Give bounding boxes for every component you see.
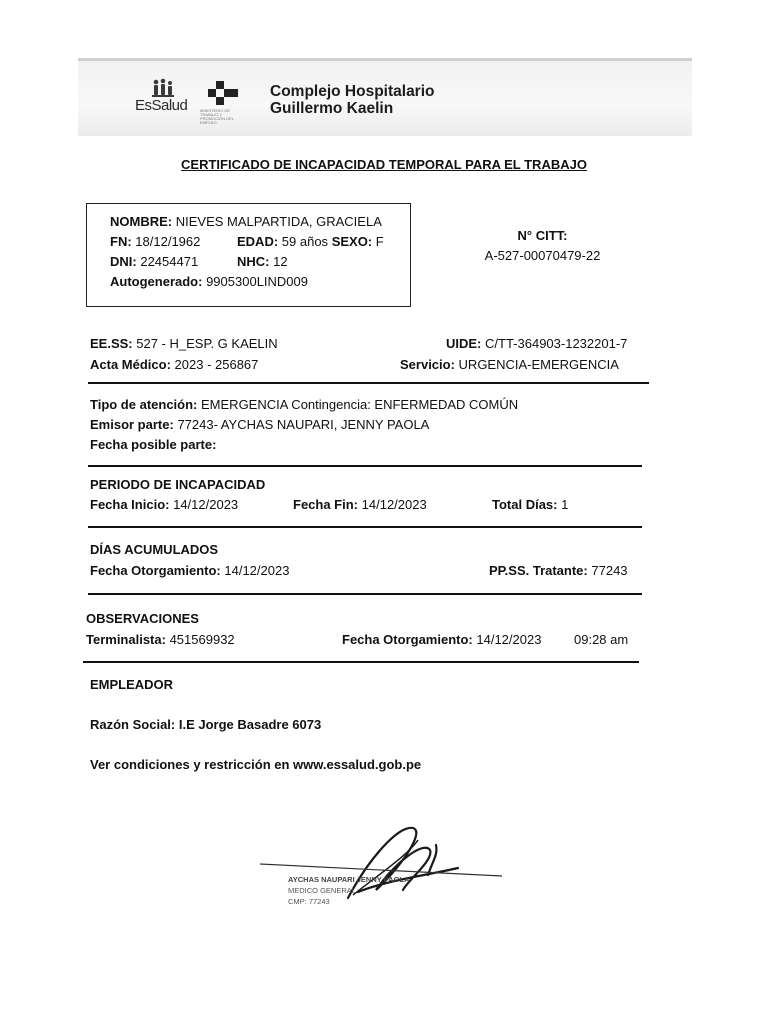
fecha-fin-label: Fecha Fin:: [293, 497, 359, 512]
divider-5: [83, 661, 639, 663]
acumulados-heading: DÍAS ACUMULADOS: [90, 542, 219, 557]
header-top-rule: [78, 58, 692, 61]
dni-value: 22454471: [140, 254, 199, 269]
fecha-inicio-value: 14/12/2023: [173, 497, 239, 512]
total-dias-value: 1: [561, 497, 569, 512]
acta-row: [90, 357, 258, 372]
essalud-logo-text: EsSalud: [135, 97, 188, 114]
terminalista-value: 451569932: [169, 632, 235, 647]
eess-value: 527 - H_ESP. G KAELIN: [136, 336, 278, 351]
emisor-row: [90, 417, 429, 432]
divider-2: [88, 465, 642, 467]
servicio-row: [400, 357, 619, 372]
hora-value: 09:28 am: [574, 632, 629, 647]
observaciones-heading: OBSERVACIONES: [86, 611, 199, 626]
emisor-value: 77243- AYCHAS NAUPARI, JENNY PAOLA: [177, 417, 430, 432]
document-header: [78, 58, 692, 136]
sexo-label: SEXO:: [331, 234, 373, 249]
tipo-atencion-row: [90, 397, 518, 412]
fecha-inicio-label: Fecha Inicio:: [90, 497, 170, 512]
tipo-atencion-value: EMERGENCIA Contingencia: ENFERMEDAD COMÚN: [201, 397, 519, 412]
uide-label: UIDE:: [446, 336, 482, 351]
eess-row: [90, 336, 278, 351]
condiciones-link-text: Ver condiciones y restricción en www.essalud.gob.pe: [90, 757, 422, 772]
divider-4: [88, 593, 642, 595]
terminalista-label: Terminalista:: [86, 632, 166, 647]
acumulados-otorgamiento-label: Fecha Otorgamiento:: [90, 563, 221, 578]
stamp-line1: AYCHAS NAUPARI JENNY PAOLA: [288, 875, 410, 884]
acumulados-otorgamiento-row: [90, 563, 289, 578]
emisor-label: Emisor parte:: [90, 417, 174, 432]
observaciones-otorgamiento-row: [342, 632, 541, 647]
tipo-atencion-label: Tipo de atención:: [90, 397, 198, 412]
fn-row: [110, 234, 200, 249]
edad-sexo-row: [237, 234, 384, 249]
edad-label: EDAD:: [237, 234, 279, 249]
patient-name-row: [110, 214, 382, 229]
ppss-row: [489, 563, 628, 578]
divider-3: [88, 526, 642, 528]
hospital-name-line2: Guillermo Kaelin: [270, 100, 394, 117]
acta-value: 2023 - 256867: [174, 357, 259, 372]
terminalista-row: [86, 632, 235, 647]
stamp-line2: MEDICO GENERAL: [288, 886, 356, 895]
divider-1: [88, 382, 649, 384]
nhc-value: 12: [273, 254, 288, 269]
total-dias-row: [492, 497, 568, 512]
total-dias-label: Total Días:: [492, 497, 558, 512]
uide-row: [446, 336, 627, 351]
observaciones-otorgamiento-value: 14/12/2023: [476, 632, 542, 647]
nombre-label: NOMBRE:: [110, 214, 173, 229]
sexo-value: F: [375, 234, 384, 249]
hospital-name-line1: Complejo Hospitalario: [270, 83, 435, 100]
empleador-heading: EMPLEADOR: [90, 677, 174, 692]
nhc-row: [237, 254, 288, 269]
servicio-value: URGENCIA-EMERGENCIA: [458, 357, 619, 372]
fn-label: FN:: [110, 234, 132, 249]
signature-stamp: [258, 820, 508, 920]
acumulados-otorgamiento-value: 14/12/2023: [224, 563, 290, 578]
fecha-posible-label: Fecha posible parte:: [90, 437, 217, 452]
nhc-label: NHC:: [237, 254, 270, 269]
dni-row: [110, 254, 198, 269]
nombre-value: NIEVES MALPARTIDA, GRACIELA: [175, 214, 382, 229]
dni-label: DNI:: [110, 254, 137, 269]
document-title: CERTIFICADO DE INCAPACIDAD TEMPORAL PARA EL TRABAJO: [181, 157, 587, 172]
fn-value: 18/12/1962: [135, 234, 201, 249]
ministry-logo-text: MINISTERIO DE TRABAJO Y PROMOCIÓN DEL EMPLEO: [200, 108, 234, 125]
autogenerado-label: Autogenerado:: [110, 274, 203, 289]
fecha-inicio-row: [90, 497, 238, 512]
hospital-name: [270, 83, 435, 117]
acta-label: Acta Médico:: [90, 357, 171, 372]
periodo-heading: PERIODO DE INCAPACIDAD: [90, 477, 266, 492]
uide-value: C/TT-364903-1232201-7: [485, 336, 628, 351]
autogenerado-value: 9905300LIND009: [206, 274, 308, 289]
fecha-fin-row: [293, 497, 427, 512]
edad-value: 59 años: [281, 234, 329, 249]
servicio-label: Servicio:: [400, 357, 455, 372]
ppss-value: 77243: [591, 563, 628, 578]
fecha-fin-value: 14/12/2023: [361, 497, 427, 512]
citt-value: A-527-00070479-22: [484, 248, 601, 263]
autogenerado-row: [110, 274, 308, 289]
stamp-line3: CMP: 77243: [288, 897, 330, 906]
citt-label: N° CITT:: [517, 228, 568, 243]
observaciones-otorgamiento-label: Fecha Otorgamiento:: [342, 632, 473, 647]
eess-label: EE.SS:: [90, 336, 133, 351]
razon-social: Razón Social: I.E Jorge Basadre 6073: [90, 717, 322, 732]
ppss-label: PP.SS. Tratante:: [489, 563, 588, 578]
